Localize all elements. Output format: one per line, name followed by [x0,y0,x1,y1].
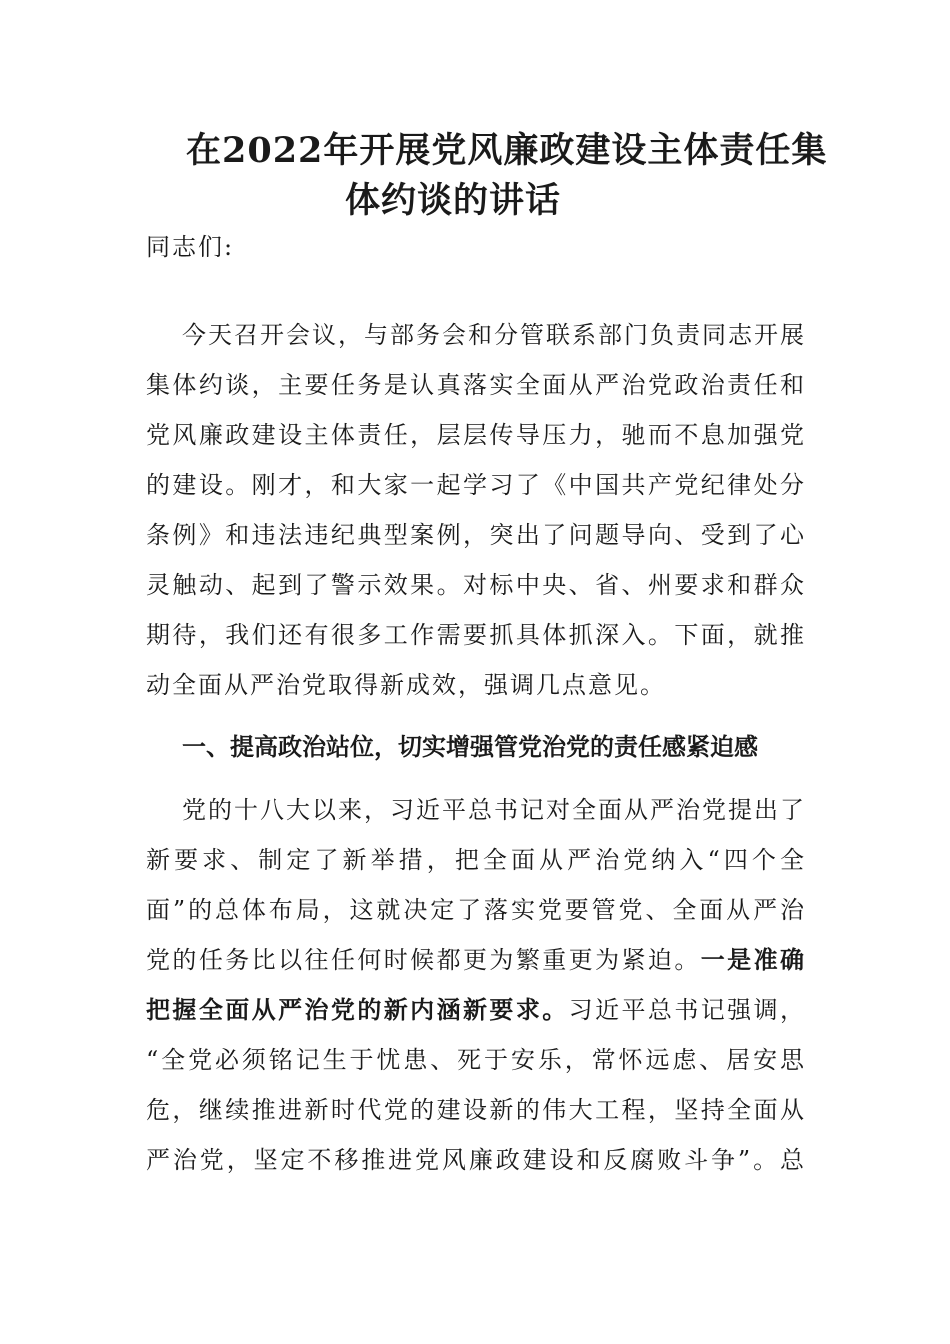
section-1-heading: 一、提高政治站位，切实增强管党治党的责任感紧迫感 [182,732,758,761]
paragraph-2-line-4-normal: 党的任务比以往任何时候都更为繁重更为紧迫。 [146,946,701,974]
paragraph-2-line-3: 面”的总体布局，这就决定了落实党要管党、全面从严治 [146,896,804,924]
paragraph-2-line-6: “全党必须铭记生于忧患、死于安乐，常怀远虑、居安思 [146,1046,804,1074]
paragraph-1-line-1: 今天召开会议，与部务会和分管联系部门负责同志开展 [182,321,804,349]
paragraph-2-line-7: 危，继续推进新时代党的建设新的伟大工程，坚持全面从 [146,1096,804,1124]
paragraph-2-line-1: 党的十八大以来，习近平总书记对全面从严治党提出了 [182,796,804,824]
paragraph-1-line-5: 条例》和违法违纪典型案例，突出了问题导向、受到了心 [146,521,804,549]
paragraph-2-line-5 [146,995,804,1025]
document-title-line-1: 在2022年开展党风廉政建设主体责任集 [186,130,828,171]
paragraph-2-line-5-normal: 习近平总书记强调， [568,996,805,1024]
paragraph-1-line-7: 期待，我们还有很多工作需要抓具体抓深入。下面，就推 [146,621,804,649]
salutation: 同志们: [146,233,235,261]
paragraph-2-line-5-bold: 把握全面从严治党的新内涵新要求。 [146,995,569,1024]
paragraph-2-line-2: 新要求、制定了新举措，把全面从严治党纳入“四个全 [146,846,804,874]
paragraph-1-line-8: 动全面从严治党取得新成效，强调几点意见。 [146,671,666,699]
paragraph-1-line-3: 党风廉政建设主体责任，层层传导压力，驰而不息加强党 [146,421,804,449]
document-title-line-2: 体约谈的讲话 [345,180,562,221]
paragraph-1-line-6: 灵触动、起到了警示效果。对标中央、省、州要求和群众 [146,571,804,599]
paragraph-1-line-4: 的建设。刚才，和大家一起学习了《中国共产党纪律处分 [146,471,804,499]
paragraph-2-line-4-bold: 一是准确 [700,945,804,974]
paragraph-2-line-8: 严治党，坚定不移推进党风廉政建设和反腐败斗争”。总 [146,1146,804,1174]
paragraph-2-line-4 [146,945,804,975]
paragraph-1-line-2: 集体约谈，主要任务是认真落实全面从严治党政治责任和 [146,371,804,399]
